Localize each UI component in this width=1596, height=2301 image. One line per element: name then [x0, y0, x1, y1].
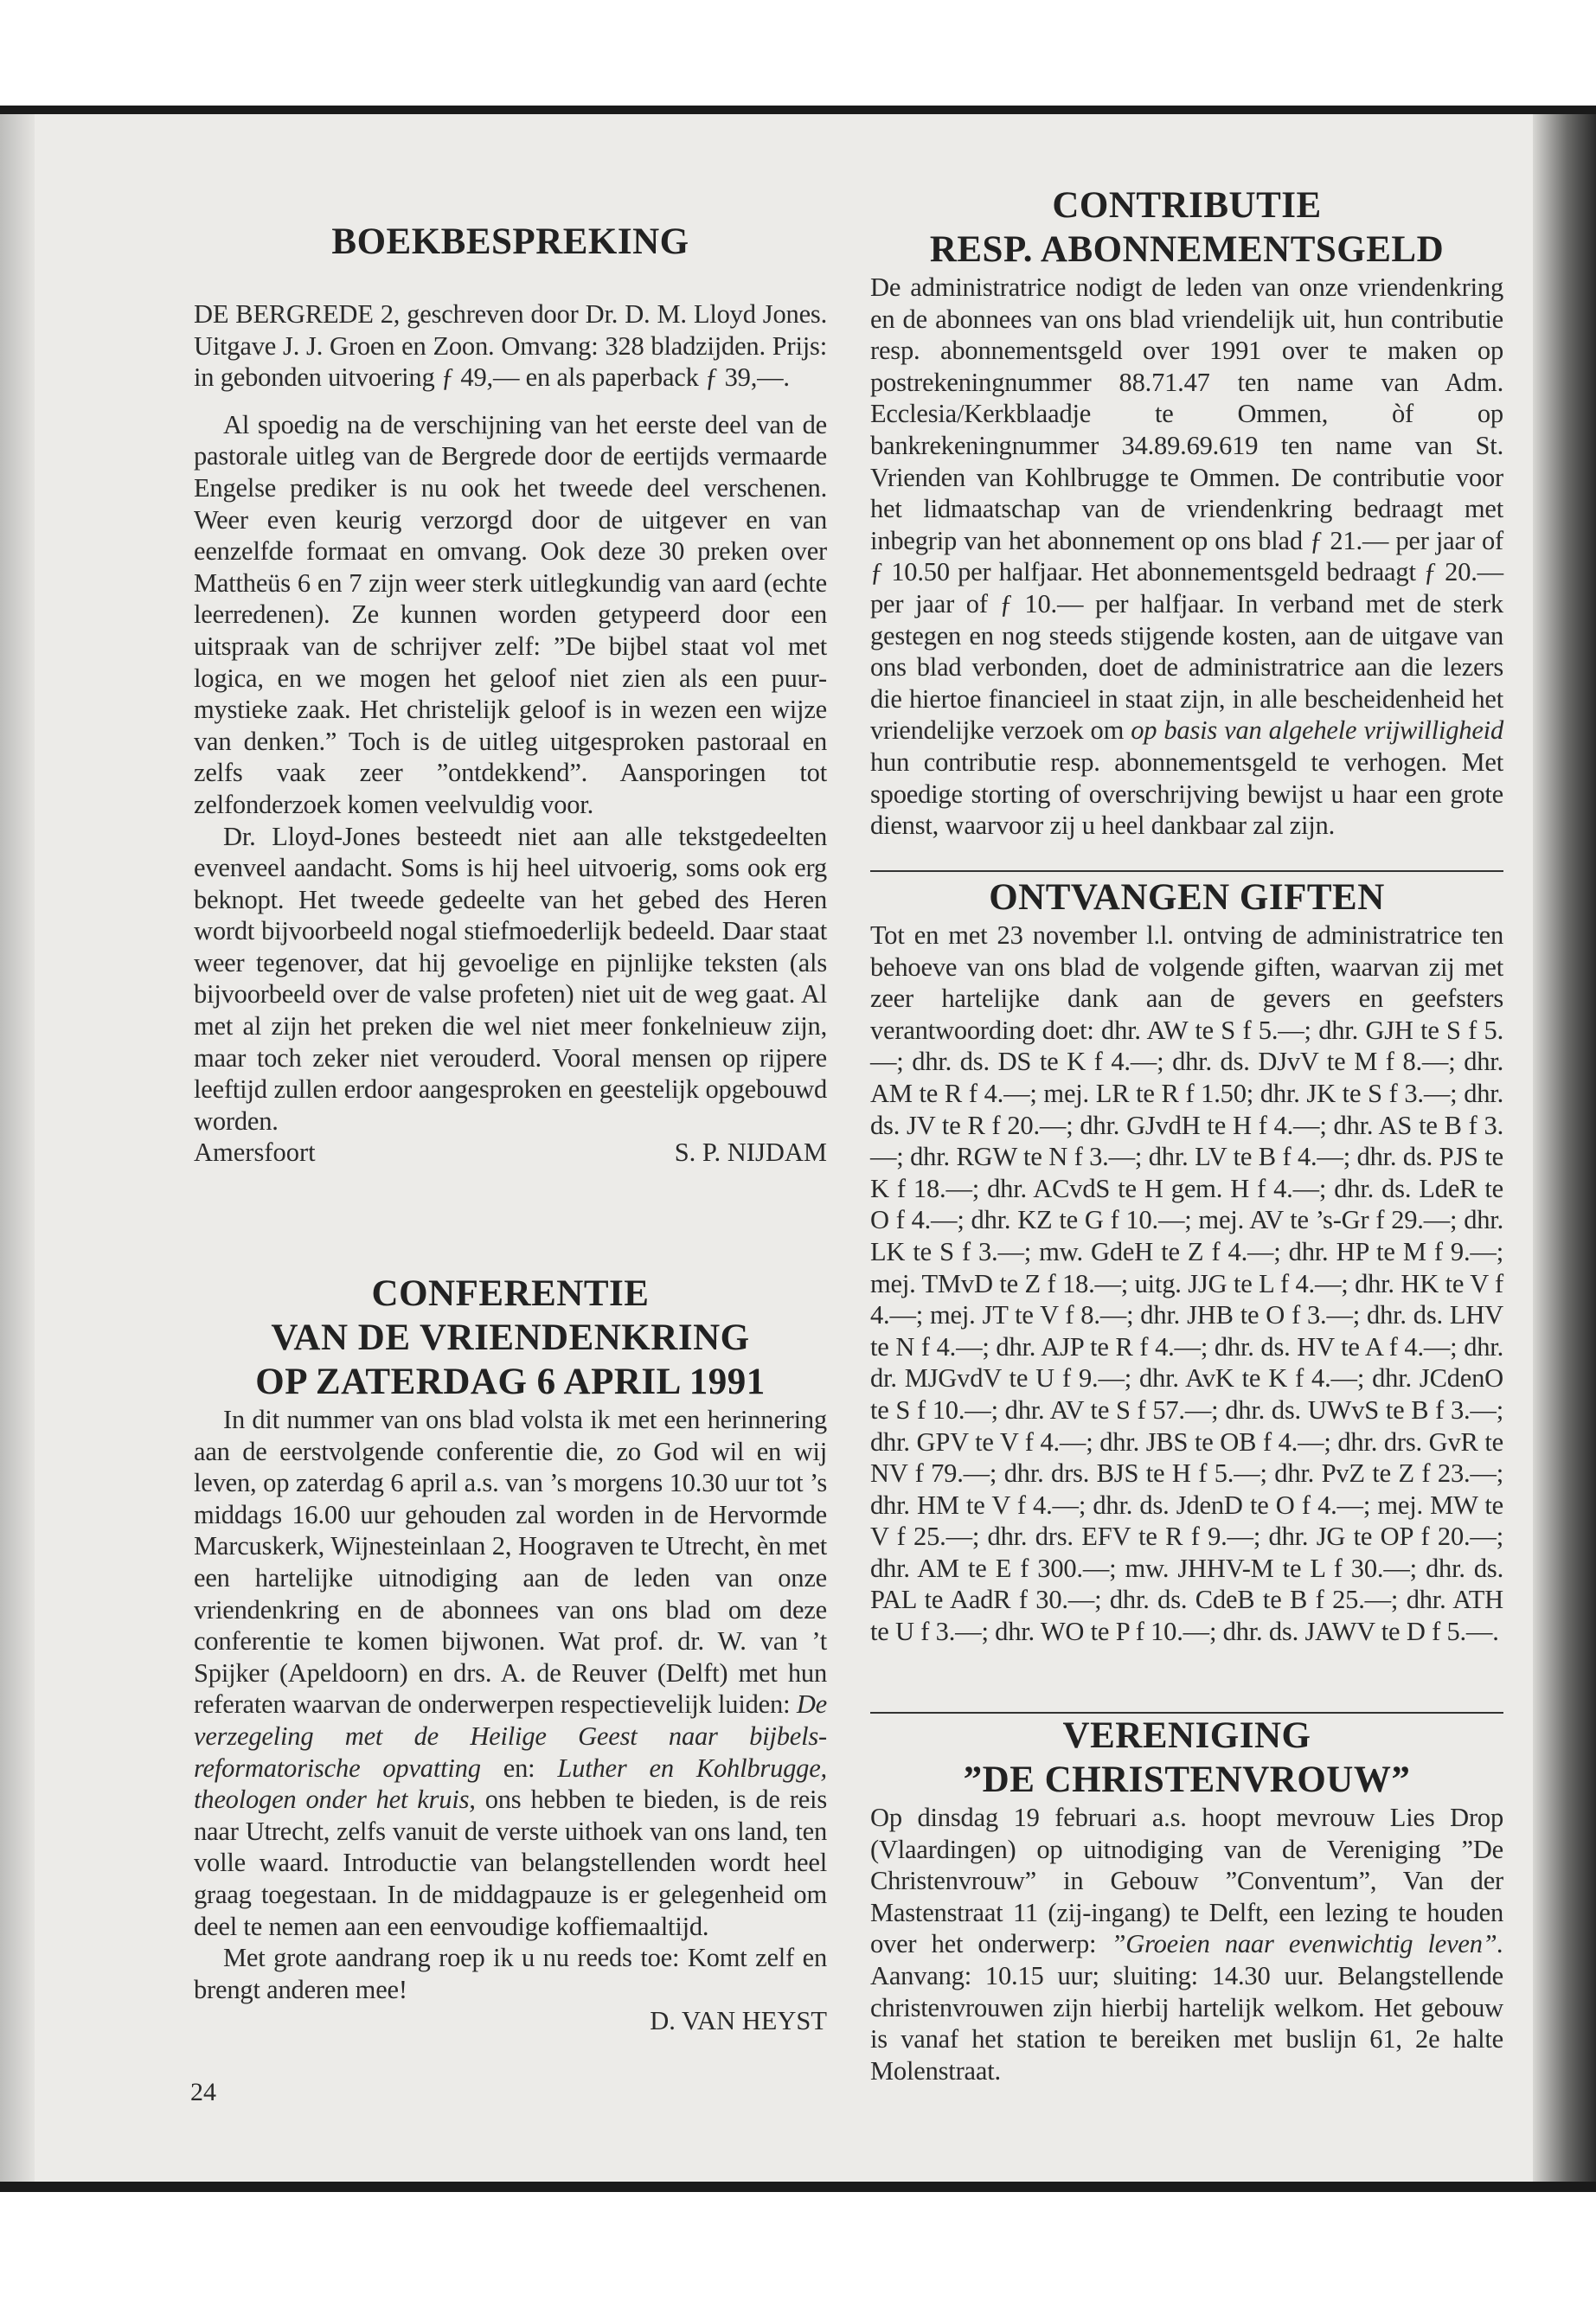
gifts-heading: ONTVANGEN GIFTEN — [989, 877, 1385, 918]
book-review-article — [194, 220, 827, 1169]
conference-paragraph: Met grote aandrang roep ik u nu reeds toe: Komt zelf en brengt anderen mee! — [194, 1943, 827, 2004]
lecture-title-2: Luther en Kohlbrugge, theologen onder het kruis, — [194, 1753, 827, 1815]
contribution-paragraph — [870, 272, 1503, 842]
text-run: Aanvang: 10.15 uur; sluiting: 14.30 uur. Belangstellende christenvrouwen zijn hierbij hartelijk welkom. Het gebouw is vanaf het station te bereiken met buslijn 61, 2e halte Molenstraat. — [870, 1960, 1503, 2086]
conference-heading-line: VAN DE VRIENDENKRING — [271, 1317, 750, 1358]
text-run: en: — [480, 1753, 558, 1783]
signature-place: Amersfoort — [194, 1138, 316, 1168]
conference-article — [194, 1272, 827, 2037]
page-edge-right — [1533, 114, 1596, 2182]
conference-signature: D. VAN HEYST — [650, 2006, 827, 2036]
book-review-intro: DE BERGREDE 2, geschreven door Dr. D. M. Lloyd Jones. Uitgave J. J. Groen en Zoon. Omvang: 328 bladzijden. Prijs: in gebonden uitvoering ƒ 49,— en als paperback ƒ 39,—. — [194, 299, 827, 393]
lecture-title-1: De verzegeling met de Heilige Geest naar bijbels-reformatorische opvatting — [194, 1689, 827, 1783]
contribution-heading-line: RESP. ABONNEMENTSGELD — [929, 229, 1445, 270]
scan-border-top — [0, 106, 1596, 114]
association-paragraph — [870, 1802, 1503, 2086]
contribution-heading-line: CONTRIBUTIE — [1052, 185, 1322, 226]
conference-paragraph — [194, 1404, 827, 1942]
lecture-title: ”Groeien naar evenwichtig leven”. — [1111, 1929, 1503, 1959]
book-review-heading: BOEKBESPREKING — [331, 221, 689, 262]
signature-author: S. P. NIJDAM — [674, 1138, 827, 1168]
association-heading-line: VERENIGING — [1062, 1715, 1311, 1756]
text-run: hun contributie resp. abonnementsgeld te verhogen. Met spoedige storting of overschrijving bewijst u haar een grote dienst, waarvoor zij u heel dankbaar zal zijn. — [870, 747, 1503, 841]
gifts-article — [870, 870, 1503, 1648]
book-review-paragraph: Al spoedig na de verschijning van het eerste deel van de pastorale uitleg van de Bergrede door de eertijds vermaarde Engelse prediker is nu ook het tweede deel verschenen. Weer even keurig verzorgd door de uitgever en van eenzelfde formaat en omvang. Ook deze 30 preken over Mattheüs 6 en 7 zijn weer sterk uitlegkundig van aard (echte leerredenen). Ze kunnen worden getypeerd door een uitspraak van de schrijver zelf: ”De bijbel staat vol met logica, en we mogen het geloof niet zien als een puur-mystieke zaak. Het christelijk geloof is in wezen een wijze van denken.” Toch is de uitleg uitgesproken pastoraal en zelfs vaak zeer ”ontdekkend”. Aansporingen tot zelfonderzoek komen veelvuldig voor. — [194, 409, 827, 819]
book-review-paragraph: Dr. Lloyd-Jones besteedt niet aan alle tekstgedeelten evenveel aandacht. Soms is hij heel uitvoerig, soms ook erg beknopt. Het tweede gedeelte van het gebed des Heren wordt bijvoorbeeld nogal stiefmoederlijk bedeeld. Daar staat weer tegenover, dat hij gevoelige en pijnlijke teksten (als bijvoorbeeld over de valse profeten) niet uit de weg gaat. Al met al zijn het preken die wel niet meer fonkelnieuw zijn, maar toch zeker niet verouderd. Vooral mensen op rijpere leeftijd zullen erdoor aangesproken en geestelijk opgebouwd worden. — [194, 821, 827, 1136]
page-number: 24 — [190, 2078, 216, 2106]
text-run: ons hebben te bieden, is de reis naar Utrecht, zelfs vanuit de verste uithoek van ons land, ten volle waard. Introductie van belangstellenden wordt heel graag toegestaan. In de middagpauze is er gelegenheid om deel te nemen aan een eenvoudige koffiemaaltijd. — [194, 1785, 827, 1941]
contribution-article — [870, 183, 1503, 842]
section-divider — [870, 870, 1503, 872]
text-run: Op dinsdag 19 februari a.s. hoopt mevrouw Lies Drop (Vlaardingen) op uitnodiging van de Vereniging ”De Christenvrouw” in Gebouw ”Conventum”, Van der Mastenstraat 11 (zij-ingang) te Delft, een lezing te houden over het onderwerp: — [870, 1803, 1503, 1959]
page-edge-left — [0, 114, 35, 2182]
scan-border-bottom — [0, 2182, 1596, 2192]
book-review-signature — [194, 1137, 827, 1169]
text-run: In dit nummer van ons blad volsta ik met een herinnering aan de eerstvolgende conferentie die, zo God wil en wij leven, op zaterdag 6 april a.s. van ’s morgens 10.30 uur tot ’s middags 16.00 uur gehouden zal worden in de Hervormde Marcuskerk, Wijnesteinlaan 2, Hoograven te Utrecht, èn met een hartelijke uitnodiging aan de leden van onze vriendenkring en de abonnees van ons blad om deze conferentie te komen bijwonen. Wat prof. dr. W. van ’t Spijker (Apeldoorn) en drs. A. de Reuver (Delft) met hun referaten waarvan de onderwerpen respectievelijk luiden: — [194, 1405, 827, 1720]
text-run: De administratrice nodigt de leden van onze vriendenkring en de abonnees van ons blad vriendelijk uit, hun contributie resp. abonnementsgeld over 1991 over te maken op postrekeningnummer 88.71.47 ten name van Adm. Ecclesia/Kerkblaadje te Ommen, òf op bankrekeningnummer 34.89.69.619 ten name van St. Vrienden van Kohlbrugge te Ommen. De contributie voor het lidmaatschap van de vriendenkring bedraagt met inbegrip van het abonnement op ons blad ƒ 21.— per jaar of ƒ 10.50 per halfjaar. Het abonnementsgeld bedraagt ƒ 20.— per jaar of ƒ 10.— per halfjaar. In verband met de sterk gestegen en nog steeds stijgende kosten, aan de uitgave van ons blad verbonden, doet de administratrice aan die lezers die hiertoe financieel in staat zijn, in alle bescheidenheid het vriendelijke verzoek om — [870, 272, 1503, 746]
conference-heading-line: CONFERENTIE — [371, 1273, 650, 1314]
conference-heading-line: OP ZATERDAG 6 APRIL 1991 — [255, 1362, 766, 1402]
emphasis: op basis van algehele vrijwilligheid — [1131, 715, 1504, 746]
association-article — [870, 1712, 1503, 2086]
association-heading-line: ”DE CHRISTENVROUW” — [963, 1759, 1411, 1800]
gifts-paragraph: Tot en met 23 november l.l. ontving de administratrice ten behoeve van ons blad de volgende giften, waarvan zij met zeer hartelijke dank aan de gevers en geefsters verantwoording doet: dhr. AW te S f 5.—; dhr. GJH te S f 5.—; dhr. ds. DS te K f 4.—; dhr. ds. DJvV te M f 8.—; dhr. AM te R f 4.—; mej. LR te R f 1.50; dhr. JK te S f 3.—; dhr. ds. JV te R f 20.—; dhr. GJvdH te H f 4.—; dhr. AS te B f 3.—; dhr. RGW te N f 3.—; dhr. LV te B f 4.—; dhr. ds. PJS te K f 18.—; dhr. ACvdS te H gem. H f 4.—; dhr. ds. LdeR te O f 4.—; dhr. KZ te G f 10.—; mej. AV te ’s-Gr f 29.—; dhr. LK te S f 3.—; mw. GdeH te Z f 4.—; dhr. HP te M f 9.—; mej. TMvD te Z f 18.—; uitg. JJG te L f 4.—; dhr. HK te V f 4.—; mej. JT te V f 8.—; dhr. JHB te O f 3.—; dhr. ds. LHV te N f 4.—; dhr. AJP te R f 4.—; dhr. ds. HV te A f 4.—; dhr. dr. MJGvdV te U f 9.—; dhr. AvK te K f 4.—; dhr. JCdenO te S f 10.—; dhr. AV te S f 57.—; dhr. ds. UWvS te B f 3.—; dhr. GPV te V f 4.—; dhr. JBS te OB f 4.—; dhr. drs. GvR te NV f 79.—; dhr. drs. BJS te H f 5.—; dhr. PvZ te Z f 23.—; dhr. HM te V f 4.—; dhr. ds. JdenD te O f 4.—; mej. MW te V f 25.—; dhr. drs. EFV te R f 9.—; dhr. JG te OP f 20.—; dhr. AM te E f 300.—; mw. JHHV-M te L f 30.—; dhr. ds. PAL te AadR f 30.—; dhr. ds. CdeB te B f 25.—; dhr. ATH te U f 3.—; dhr. WO te P f 10.—; dhr. ds. JAWV te D f 5.—. — [870, 920, 1503, 1647]
